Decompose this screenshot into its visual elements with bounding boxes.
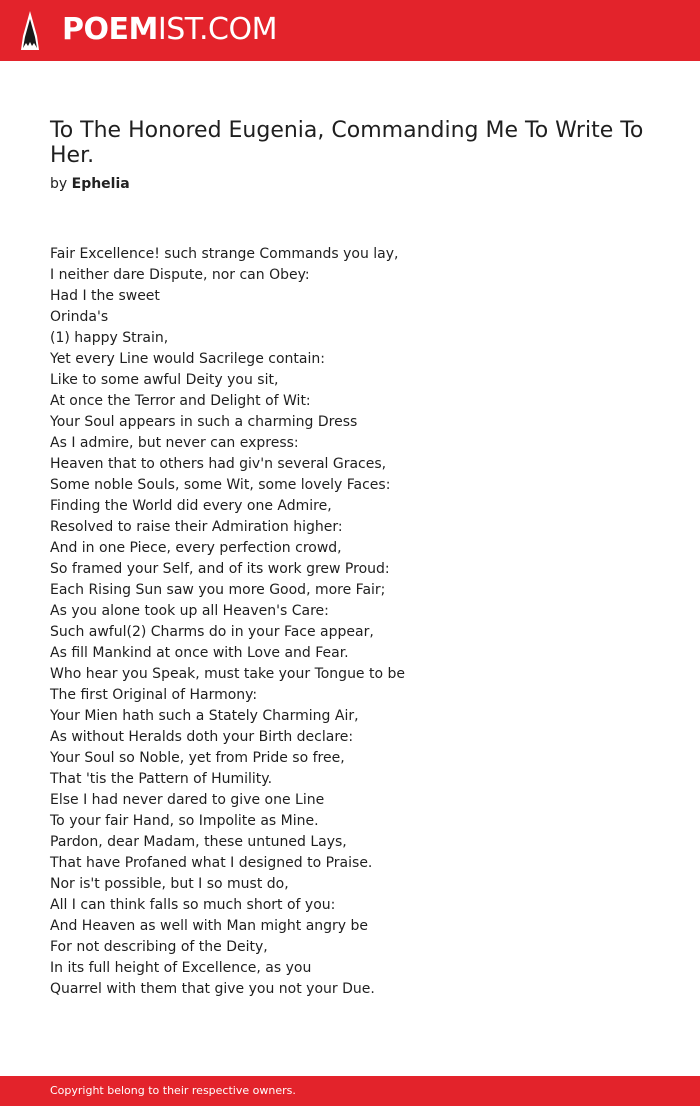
poem-line: I neither dare Dispute, nor can Obey: <box>50 267 310 283</box>
byline <box>50 174 130 194</box>
poem-line: Quarrel with them that give you not your Due. <box>50 981 375 997</box>
poem-line: Like to some awful Deity you sit, <box>50 372 279 388</box>
poem-line: Else I had never dared to give one Line <box>50 792 325 808</box>
brand-bold: POEM <box>62 12 158 47</box>
poem-line: Yet every Line would Sacrilege contain: <box>50 351 325 367</box>
poem-line: As fill Mankind at once with Love and Fear. <box>50 645 349 661</box>
poem-line: Resolved to raise their Admiration higher: <box>50 519 343 535</box>
poem-line: As you alone took up all Heaven's Care: <box>50 603 329 619</box>
poem-line: Had I the sweet <box>50 288 160 304</box>
poem-line: Fair Excellence! such strange Commands you lay, <box>50 246 399 262</box>
brand-regular: IST.COM <box>157 12 277 47</box>
site-footer <box>0 1076 700 1106</box>
poem-line: To your fair Hand, so Impolite as Mine. <box>50 813 319 829</box>
poem-line: And in one Piece, every perfection crowd, <box>50 540 342 556</box>
poem-line: Your Soul appears in such a charming Dress <box>50 414 358 430</box>
poem-line: As I admire, but never can express: <box>50 435 299 451</box>
poem-line: That 'tis the Pattern of Humility. <box>50 771 273 787</box>
poem-line: As without Heralds doth your Birth declare: <box>50 729 354 745</box>
poem-line: The first Original of Harmony: <box>50 687 258 703</box>
poem-line: All I can think falls so much short of you: <box>50 897 336 913</box>
poem-line: Finding the World did every one Admire, <box>50 498 332 514</box>
site-logo-text[interactable] <box>62 12 277 48</box>
by-label: by <box>50 176 68 192</box>
poem-line: So framed your Self, and of its work grew Proud: <box>50 561 390 577</box>
pen-nib-icon[interactable] <box>18 10 42 52</box>
site-header <box>0 0 700 61</box>
poem-line: For not describing of the Deity, <box>50 939 268 955</box>
poem-line: Your Soul so Noble, yet from Pride so free, <box>50 750 345 766</box>
poem-line: Who hear you Speak, must take your Tongue to be <box>50 666 406 682</box>
poem-line: In its full height of Excellence, as you <box>50 960 312 976</box>
poem-line: That have Profaned what I designed to Praise. <box>50 855 373 871</box>
poem-line: At once the Terror and Delight of Wit: <box>50 393 311 409</box>
poem-line: Such awful(2) Charms do in your Face appear, <box>50 624 374 640</box>
poem-line: Some noble Souls, some Wit, some lovely Faces: <box>50 477 391 493</box>
poem-line: Orinda's <box>50 309 109 325</box>
poem-line: Pardon, dear Madam, these untuned Lays, <box>50 834 347 850</box>
poem-line: Nor is't possible, but I so must do, <box>50 876 289 892</box>
author-name: Ephelia <box>71 176 130 192</box>
poem-line: Heaven that to others had giv'n several Graces, <box>50 456 387 472</box>
poem-line: And Heaven as well with Man might angry be <box>50 918 369 934</box>
copyright-text: Copyright belong to their respective owners. <box>50 1084 296 1097</box>
poem-title: To The Honored Eugenia, Commanding Me To Write To Her. <box>50 118 644 168</box>
poem-line: (1) happy Strain, <box>50 330 169 346</box>
poem-line: Each Rising Sun saw you more Good, more Fair; <box>50 582 386 598</box>
poem-body <box>50 244 670 1000</box>
poem-line: Your Mien hath such a Stately Charming Air, <box>50 708 359 724</box>
